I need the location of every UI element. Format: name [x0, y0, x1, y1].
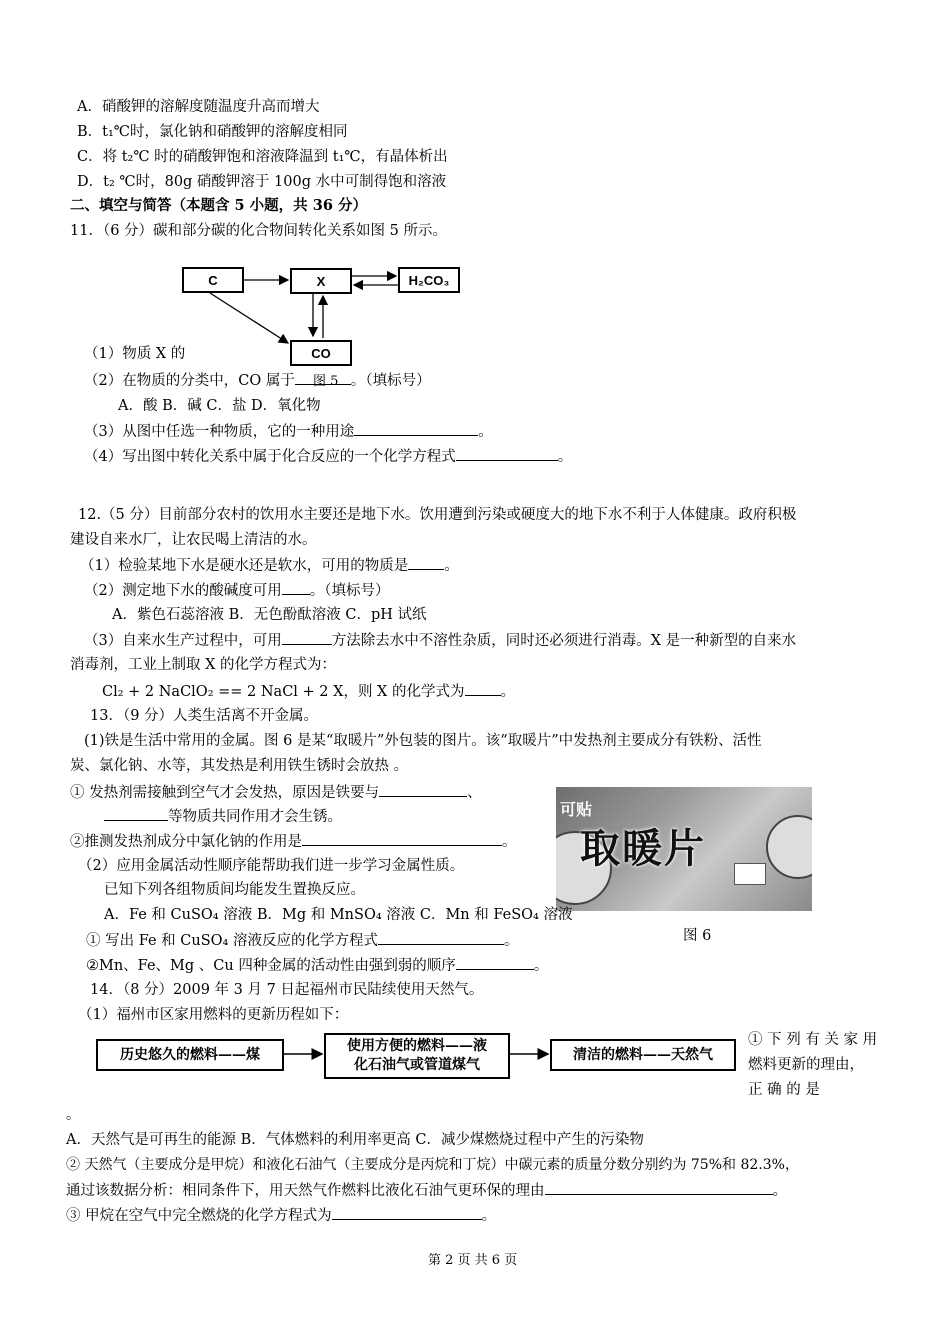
q13-sub2: ②推测发热剂成分中氯化钠的作用是 。 — [70, 831, 517, 852]
q13-sub4: ②Mn、Fe、Mg 、Cu 四种金属的活动性由强到弱的顺序 。 — [86, 955, 548, 976]
flow-step-lpg-line1: 使用方便的燃料——液 — [347, 1038, 487, 1054]
q12-part3-line1: （3）自来水生产过程中，可用 方法除去水中不溶性杂质，同时还必须进行消毒。X 是一种新型的自来水 — [84, 630, 796, 651]
node-co: CO — [290, 340, 352, 366]
q13-sub1-line1: ① 发热剂需接触到空气才会发热，原因是铁要与 、 — [70, 782, 482, 803]
q14-sub3: ③ 甲烷在空气中完全燃烧的化学方程式为 。 — [66, 1205, 496, 1226]
flow-step-natural-gas: 清洁的燃料——天然气 — [550, 1039, 736, 1071]
page-footer: 第 2 页 共 6 页 — [428, 1253, 518, 1268]
q13-part2-line2: 已知下列各组物质间均能发生置换反应。 — [104, 882, 365, 898]
q12-stem-line2: 建设自来水厂，让农民喝上清洁的水。 — [70, 532, 317, 548]
q14-side-line3: 正 确 的 是 — [748, 1082, 820, 1098]
q10-option-c: C．将 t₂℃ 时的硝酸钾饱和溶液降温到 t₁℃，有晶体析出 — [77, 149, 448, 165]
q13-sub1-line2: 等物质共同作用才会生锈。 — [104, 806, 342, 827]
q11-part1: （1）物质 X 的 — [84, 346, 186, 362]
node-x: X — [290, 268, 352, 294]
photo-title: 取暖片 — [580, 826, 706, 872]
q12-stem-line1: 12.（5 分）目前部分农村的饮用水主要还是地下水。饮用遭到污染或硬度大的地下水不利于人体健康。政府积极 — [78, 507, 797, 523]
q14-answer-period: 。 — [66, 1107, 81, 1123]
photo-decoration-circle — [766, 815, 812, 879]
q11-part4: （4）写出图中转化关系中属于化合反应的一个化学方程式 。 — [84, 446, 572, 467]
q14-stem: 14．（8 分）2009 年 3 月 7 日起福州市民陆续使用天然气。 — [90, 982, 484, 998]
q13-part1-line2: 炭、氯化钠、水等，其发热是利用铁生锈时会放热 。 — [70, 758, 409, 774]
q13-part1-line1: (1)铁是生活中常用的金属。图 6 是某“取暖片”外包装的图片。该“取暖片”中发热剂主要成分有铁粉、活性 — [84, 733, 762, 749]
q11-part2: （2）在物质的分类中，CO 属于 。（填标号） — [84, 370, 431, 391]
q14-part1: （1）福州市区家用燃料的更新历程如下： — [78, 1007, 349, 1023]
q13-part2-line1: （2）应用金属活动性顺序能帮助我们进一步学习金属性质。 — [78, 858, 465, 874]
flow-step-lpg-line2: 化石油气或管道煤气 — [354, 1057, 480, 1073]
q12-part3-line2: 消毒剂，工业上制取 X 的化学方程式为： — [70, 657, 337, 673]
q11-part3: （3）从图中任选一种物质，它的一种用途 。 — [84, 421, 493, 442]
q12-equation: Cl₂ + 2 NaClO₂ == 2 NaCl + 2 X，则 X 的化学式为 。 — [102, 681, 515, 702]
heat-pack-photo — [556, 787, 812, 911]
q14-sub2-line1: ② 天然气（主要成分是甲烷）和液化石油气（主要成分是丙烷和丁烷）中碳元素的质量分数分别约为 75%和 82.3%， — [66, 1157, 799, 1173]
q14-side-line2: 燃料更新的理由， — [748, 1057, 864, 1073]
q12-part1: （1）检验某地下水是硬水还是软水，可用的物质是 。 — [80, 555, 459, 576]
node-h2co3: H₂CO₃ — [398, 267, 460, 293]
node-c: C — [182, 267, 244, 293]
q10-option-a: A．硝酸钾的溶解度随温度升高而增大 — [77, 99, 320, 115]
q11-stem: 11．（6 分）碳和部分碳的化合物间转化关系如图 5 所示。 — [70, 223, 447, 239]
q10-option-b: B．t₁℃时，氯化钠和硝酸钾的溶解度相同 — [77, 124, 348, 140]
q14-side-line1: ① 下 列 有 关 家 用 — [748, 1032, 878, 1048]
q10-option-d: D．t₂ ℃时，80g 硝酸钾溶于 100g 水中可制得饱和溶液 — [77, 174, 447, 190]
photo-decoration-rect — [734, 863, 766, 885]
figure6-caption: 图 6 — [683, 928, 712, 944]
q13-stem: 13．（9 分）人类生活离不开金属。 — [90, 708, 319, 724]
q14-options: A．天然气是可再生的能源 B．气体燃料的利用率更高 C．减少煤燃烧过程中产生的污染物 — [66, 1132, 644, 1148]
flow-arrows — [280, 1040, 552, 1068]
flow-step-coal: 历史悠久的燃料——煤 — [96, 1039, 284, 1071]
q12-part2: （2）测定地下水的酸碱度可用 。（填标号） — [84, 580, 389, 601]
q11-part2-options: A．酸 B．碱 C．盐 D．氧化物 — [118, 398, 321, 414]
photo-label: 可贴 — [560, 800, 593, 819]
q13-part2-options: A．Fe 和 CuSO₄ 溶液 B．Mg 和 MnSO₄ 溶液 C．Mn 和 FeSO₄ 溶液 — [104, 907, 573, 923]
section-title: 二、填空与简答（本题含 5 小题，共 36 分） — [70, 197, 367, 214]
q13-sub3: ① 写出 Fe 和 CuSO₄ 溶液反应的化学方程式 。 — [86, 930, 518, 951]
q14-sub2-line2: 通过该数据分析：相同条件下，用天然气作燃料比液化石油气更环保的理由 。 — [66, 1180, 787, 1201]
q12-part2-options: A．紫色石蕊溶液 B．无色酚酞溶液 C．pH 试纸 — [112, 607, 427, 623]
figure5-caption: 图 5 — [313, 374, 339, 389]
